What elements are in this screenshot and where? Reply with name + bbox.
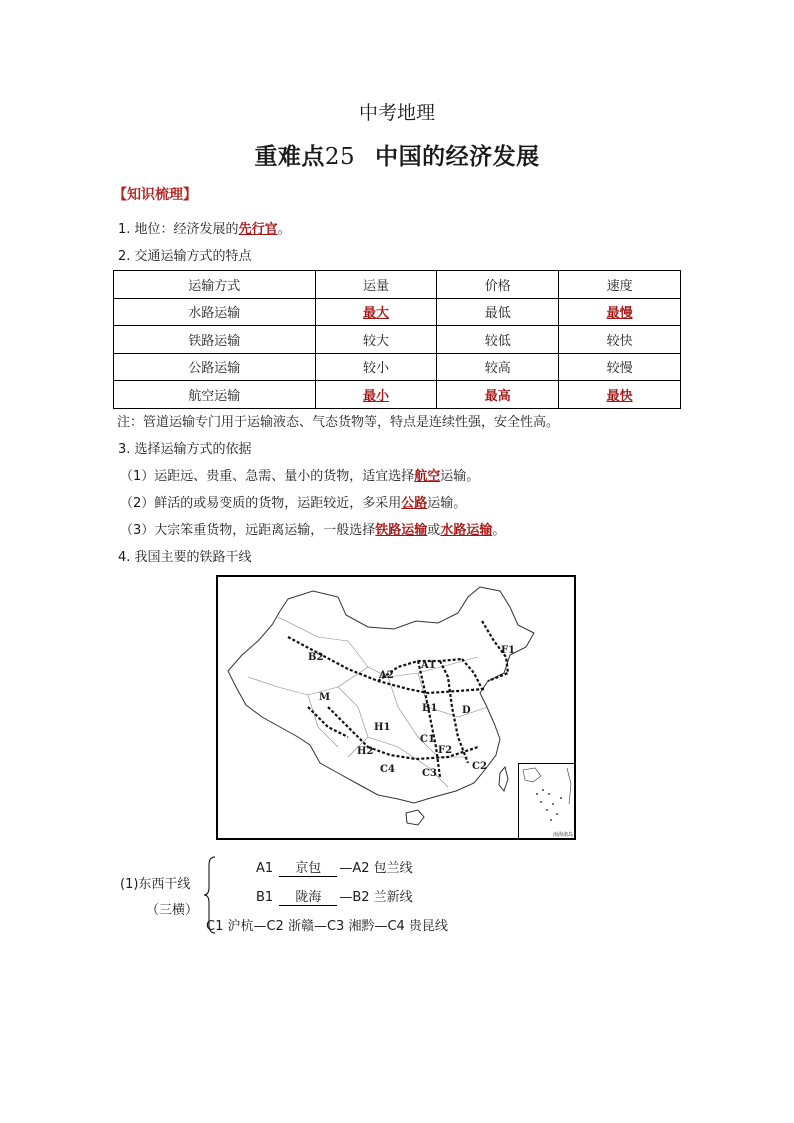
rail-row-a-start: A1 xyxy=(256,861,274,876)
sub-2-text: （2）鲜活的或易变质的货物，运距较近，多采用 xyxy=(120,496,402,511)
map-label-F1: F1 xyxy=(501,645,516,656)
south-china-sea-inset xyxy=(518,763,576,840)
table-cell-mode: 铁路运输 xyxy=(114,326,316,354)
table-row xyxy=(114,353,681,381)
map-label-B1: B1 xyxy=(422,703,438,714)
table-cell-volume: 较小 xyxy=(315,353,437,381)
map-label-M: M xyxy=(319,692,331,703)
sub-1-text: （1）运距远、贵重、急需、量小的货物，适宜选择 xyxy=(120,469,415,484)
table-header-cell: 速度 xyxy=(559,271,681,299)
answer-volume: 最大 xyxy=(363,306,390,322)
rail-row-b-end: —B2 兰新线 xyxy=(339,890,413,905)
sub-1-suffix: 运输。 xyxy=(440,469,480,484)
map-label-C: C1 xyxy=(420,734,435,745)
answer-speed: 最慢 xyxy=(606,306,633,322)
item-3-sub-3 xyxy=(120,519,505,538)
sub-3-answer-2: 水路运输 xyxy=(440,523,493,538)
map-label-B2: B2 xyxy=(308,652,324,663)
item-3 xyxy=(118,438,252,457)
item-1-suffix: 。 xyxy=(277,222,291,237)
table-row xyxy=(114,326,681,354)
table-header-cell: 运量 xyxy=(315,271,437,299)
table-cell-speed: 较快 xyxy=(559,326,681,354)
item-4-number: 4. xyxy=(118,550,131,565)
item-2-text: 交通运输方式的特点 xyxy=(134,249,252,264)
rail-row-a-end: —A2 包兰线 xyxy=(339,861,413,876)
rail-row-a-blank: 京包 xyxy=(279,857,337,877)
table-row xyxy=(114,381,681,409)
group-label: (1)东西干线 xyxy=(120,877,191,892)
map-label-A2: A2 xyxy=(379,670,394,681)
table-header-row xyxy=(114,271,681,299)
map-label-D: D xyxy=(462,705,471,716)
sub-3-suffix: 。 xyxy=(492,523,506,538)
inset-svg xyxy=(519,764,575,839)
table-cell-mode: 公路运输 xyxy=(114,353,316,381)
item-3-sub-2 xyxy=(120,492,466,511)
page-subtitle: 中考地理 xyxy=(358,102,435,124)
table-cell-price: 较高 xyxy=(437,353,559,381)
table-cell-volume xyxy=(315,381,437,409)
item-1-number: 1. xyxy=(118,222,131,237)
title-text: 中国的经济发展 xyxy=(375,144,540,170)
answer-price: 最高 xyxy=(484,388,511,404)
table-cell-price xyxy=(437,381,559,409)
answer-volume: 最小 xyxy=(363,388,390,404)
table-cell-volume xyxy=(315,298,437,326)
table-cell-mode: 水路运输 xyxy=(114,298,316,326)
rail-row-a xyxy=(256,857,413,877)
page-title xyxy=(0,138,794,171)
sub-3-mid: 或 xyxy=(427,523,441,538)
transport-table xyxy=(113,270,681,409)
rail-row-b-start: B1 xyxy=(256,890,274,905)
map-label-C3: C3 xyxy=(422,768,437,779)
map-label-A1: A1 xyxy=(421,660,436,671)
table-cell-volume: 较大 xyxy=(315,326,437,354)
map-label-C2: C2 xyxy=(472,761,487,772)
sub-1-answer: 航空 xyxy=(414,469,441,484)
table-cell-price: 最低 xyxy=(437,298,559,326)
table-cell-price: 较低 xyxy=(437,326,559,354)
table-row xyxy=(114,298,681,326)
item-3-number: 3. xyxy=(118,442,131,457)
taiwan-island xyxy=(499,767,508,791)
sub-2-answer: 公路 xyxy=(401,496,428,511)
province-borders xyxy=(248,617,488,787)
map-label-C4: C4 xyxy=(380,764,395,775)
table-cell-speed: 较慢 xyxy=(559,353,681,381)
section-tag: 【知识梳理】 xyxy=(113,187,197,203)
rail-row-c: C1 沪杭—C2 浙赣—C3 湘黔—C4 贵昆线 xyxy=(206,919,448,934)
item-2 xyxy=(118,245,252,264)
answer-speed: 最快 xyxy=(606,388,633,404)
railway-summary xyxy=(118,853,518,943)
item-3-text: 选择运输方式的依据 xyxy=(134,442,252,457)
table-cell-speed xyxy=(559,381,681,409)
table-cell-mode: 航空运输 xyxy=(114,381,316,409)
item-1 xyxy=(118,218,291,237)
map-label-H1: H1 xyxy=(374,722,391,733)
rail-row-b xyxy=(256,886,413,906)
item-4 xyxy=(118,546,252,565)
item-4-text: 我国主要的铁路干线 xyxy=(134,550,252,565)
sub-3-text: （3）大宗笨重货物，远距离运输，一般选择 xyxy=(120,523,376,538)
item-3-sub-1 xyxy=(120,465,479,484)
sub-2-suffix: 运输。 xyxy=(427,496,467,511)
map-label-F2: F2 xyxy=(438,745,453,756)
group-sub: （三横） xyxy=(146,903,199,918)
item-1-text: 地位：经济发展的 xyxy=(134,222,239,237)
title-prefix: 重难点 xyxy=(254,144,325,170)
map-label-H2: H2 xyxy=(357,746,374,757)
table-note: 注：管道运输专门用于运输液态、气态货物等，特点是连续性强，安全性高。 xyxy=(117,415,560,430)
rail-row-b-blank: 陇海 xyxy=(279,886,337,906)
hainan-island xyxy=(406,810,424,825)
table-cell-speed xyxy=(559,298,681,326)
item-2-number: 2. xyxy=(118,249,131,264)
sub-3-answer-1: 铁路运输 xyxy=(375,523,428,538)
inset-label: 南海诸岛 xyxy=(552,832,573,838)
table-header-cell: 运输方式 xyxy=(114,271,316,299)
table-header-cell: 价格 xyxy=(437,271,559,299)
title-number: 25 xyxy=(324,144,356,170)
item-1-answer: 先行官 xyxy=(238,222,278,237)
railway-map xyxy=(216,575,576,840)
